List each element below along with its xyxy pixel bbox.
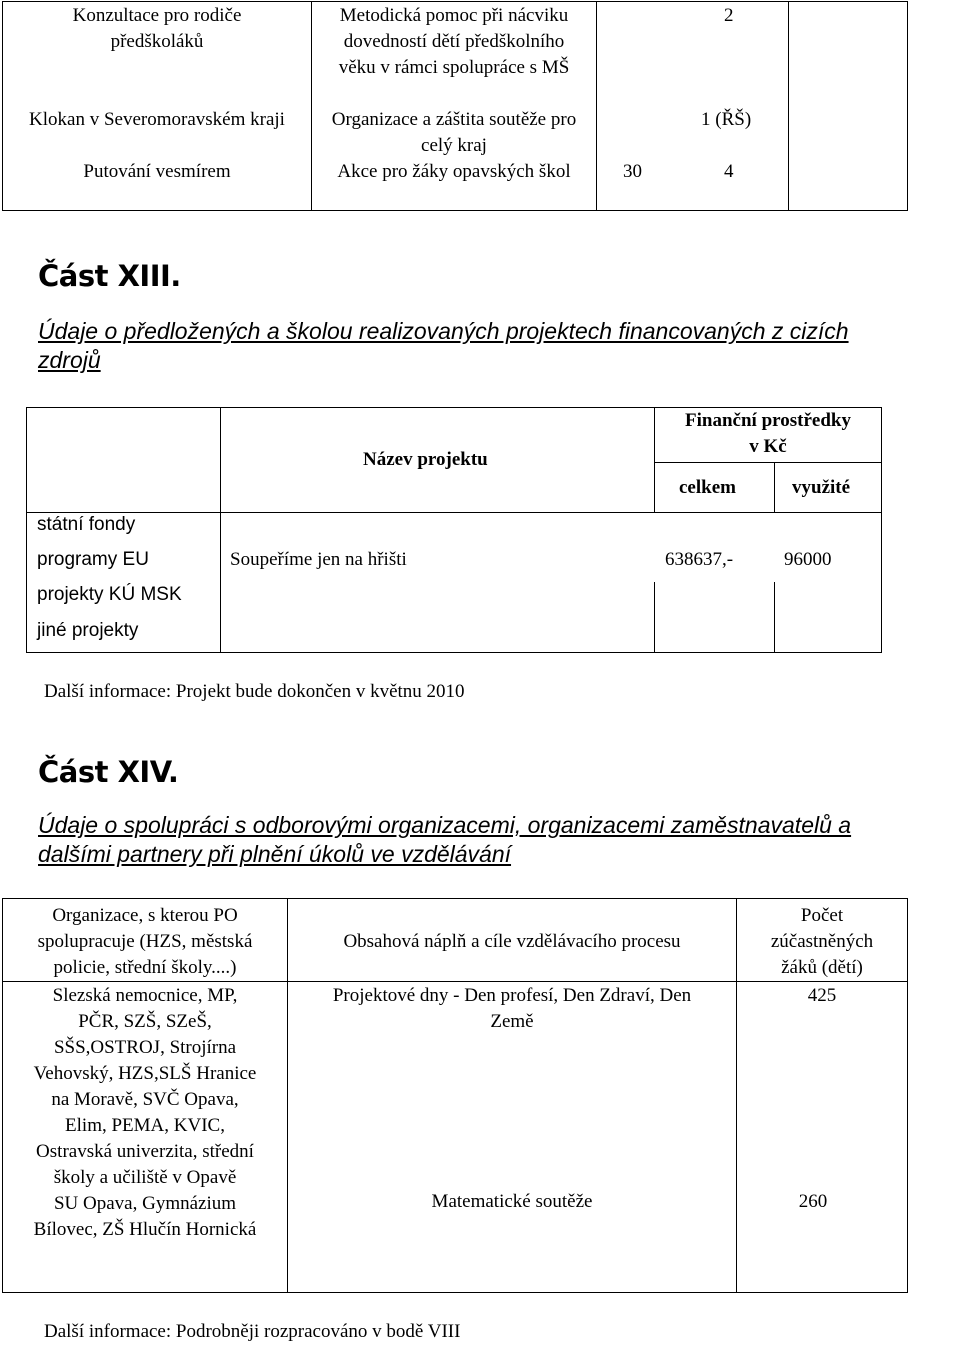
section-subtitle: Údaje o předložených a školou realizovaných projektech financovaných z cizích bbox=[38, 318, 849, 344]
content-line: Země bbox=[490, 1011, 534, 1032]
column-header-funds: Finanční prostředky bbox=[685, 410, 851, 431]
table-row bbox=[5, 107, 309, 133]
column-divider bbox=[311, 1, 312, 211]
row-divider bbox=[654, 462, 882, 463]
activity-description bbox=[313, 107, 595, 159]
column-divider bbox=[736, 898, 737, 1293]
row-label-state-funds: státní fondy bbox=[37, 514, 136, 535]
organization-line: Elim, PEMA, KVIC, bbox=[65, 1115, 225, 1136]
column-header-content: Obsahová náplň a cíle vzdělávacího procesu bbox=[343, 931, 681, 952]
column-divider bbox=[774, 582, 775, 653]
activity-participants: 30 bbox=[623, 161, 642, 182]
section-info: Další informace: Projekt bude dokončen v květnu 2010 bbox=[44, 681, 465, 702]
activity-name: Konzultace pro rodiče předškoláků bbox=[72, 5, 242, 52]
organization-line: školy a učiliště v Opavě bbox=[53, 1167, 237, 1188]
column-divider bbox=[287, 898, 288, 1293]
activity-content bbox=[289, 983, 735, 1035]
activity-count: 4 bbox=[724, 161, 734, 182]
partner-organizations bbox=[4, 983, 286, 1243]
column-header-used: využité bbox=[792, 477, 851, 498]
organization-line: Vehovský, HZS,SLŠ Hranice bbox=[33, 1063, 257, 1084]
row-label-ku-msk: projekty KÚ MSK bbox=[37, 584, 182, 605]
column-divider bbox=[220, 407, 221, 653]
header-line: Počet bbox=[800, 905, 844, 926]
section-subtitle: Údaje o spolupráci s odborovými organizacemi, organizacemi zaměstnavatelů a bbox=[38, 812, 852, 838]
header-line: žáků (dětí) bbox=[781, 957, 863, 978]
row-label-eu-programs: programy EU bbox=[37, 549, 149, 570]
project-name: Soupeříme jen na hřišti bbox=[230, 549, 407, 570]
participant-count: 260 bbox=[798, 1191, 828, 1212]
header-line: Organizace, s kterou PO bbox=[52, 905, 238, 926]
column-header-count bbox=[738, 903, 906, 981]
header-line: policie, střední školy....) bbox=[53, 957, 237, 978]
project-used: 96000 bbox=[784, 549, 832, 570]
organization-line: Bílovec, ZŠ Hlučín Hornická bbox=[33, 1219, 257, 1240]
section-title: Část XIV. bbox=[38, 755, 179, 789]
column-header-funds-unit: v Kč bbox=[749, 436, 787, 457]
activity-content: Matematické soutěže bbox=[431, 1191, 593, 1212]
activity-description-text: Akce pro žáky opavských škol bbox=[337, 161, 571, 182]
column-divider bbox=[774, 462, 775, 512]
activity-description-text: Metodická pomoc při nácviku dovedností dětí předškolního věku v rámci spolupráce s MŠ bbox=[338, 5, 570, 78]
organization-line: SŠS,OSTROJ, Strojírna bbox=[53, 1037, 237, 1058]
row-label-other-projects: jiné projekty bbox=[37, 620, 139, 641]
section-subtitle-continued: zdrojů bbox=[38, 347, 101, 373]
row-divider bbox=[2, 981, 908, 982]
row-divider bbox=[26, 512, 882, 513]
organization-line: Ostravská univerzita, střední bbox=[36, 1141, 254, 1162]
column-divider bbox=[654, 407, 655, 512]
activity-name: Klokan v Severomoravském kraji bbox=[29, 109, 285, 130]
column-header-project: Název projektu bbox=[363, 449, 488, 470]
activity-count: 1 (ŘŠ) bbox=[701, 109, 752, 130]
activity-description-text: Organizace a záštita soutěže pro celý kraj bbox=[331, 109, 577, 156]
section-subtitle-continued: dalšími partnery při plnění úkolů ve vzdělávání bbox=[38, 841, 512, 867]
header-line: spolupracuje (HZS, městská bbox=[37, 931, 253, 952]
column-divider bbox=[596, 1, 597, 211]
project-total: 638637,- bbox=[665, 549, 734, 570]
participant-count: 425 bbox=[807, 985, 837, 1006]
table-row bbox=[5, 3, 309, 55]
organization-line: na Moravě, SVČ Opava, bbox=[51, 1089, 239, 1110]
activity-name: Putování vesmírem bbox=[83, 161, 231, 182]
organization-line: SU Opava, Gymnázium bbox=[53, 1193, 237, 1214]
section-info: Další informace: Podrobněji rozpracováno v bodě VIII bbox=[44, 1321, 461, 1342]
activity-description bbox=[313, 159, 595, 185]
column-header-organization bbox=[4, 903, 286, 981]
organization-line: PČR, SZŠ, SZeŠ, bbox=[78, 1011, 212, 1032]
column-divider bbox=[788, 1, 789, 211]
activity-count: 2 bbox=[724, 5, 734, 26]
organization-line: Slezská nemocnice, MP, bbox=[52, 985, 238, 1006]
header-line: zúčastněných bbox=[770, 931, 874, 952]
activity-description bbox=[313, 3, 595, 81]
column-divider bbox=[654, 582, 655, 653]
column-header-total: celkem bbox=[679, 477, 736, 498]
section-title: Část XIII. bbox=[38, 259, 181, 293]
content-line: Projektové dny - Den profesí, Den Zdraví, Den bbox=[332, 985, 692, 1006]
